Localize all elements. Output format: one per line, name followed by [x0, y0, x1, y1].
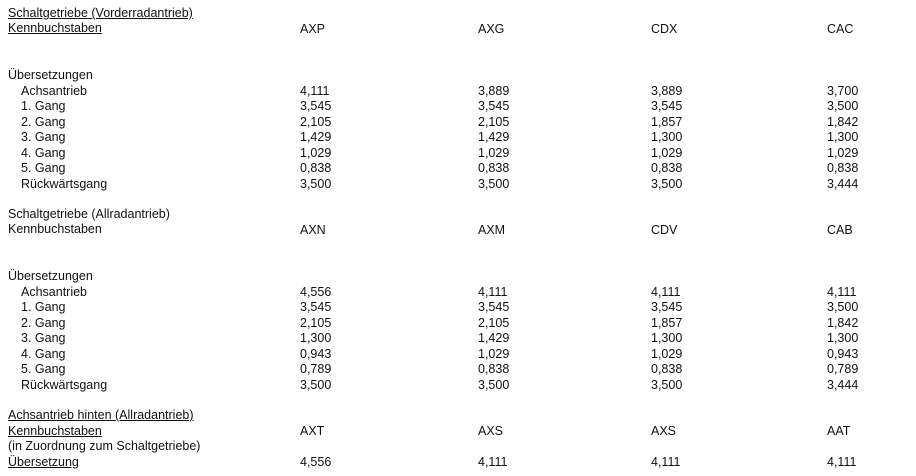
section1-value: 3,444	[827, 177, 859, 191]
section2-row-label: Achsantrieb	[21, 285, 88, 299]
section2-value: 0,943	[300, 347, 332, 361]
section3-value: 4,111	[478, 455, 508, 469]
section1-value: 2,105	[300, 115, 332, 129]
section1-row-label: 5. Gang	[21, 161, 66, 175]
section2-value: 3,545	[651, 300, 683, 314]
section2-value: 3,500	[827, 300, 859, 314]
section1-value: 1,842	[827, 115, 859, 129]
section3-value: 4,556	[300, 455, 332, 469]
section3-code-note: (in Zuordnung zum Schaltgetriebe)	[8, 439, 201, 453]
section1-row-label: 1. Gang	[21, 99, 66, 113]
section1-code-2: AXG	[478, 22, 505, 36]
section1-value: 1,029	[651, 146, 683, 160]
section1-code-3: CDX	[651, 22, 678, 36]
section1-code-1: AXP	[300, 22, 326, 36]
section1-ratios-heading: Übersetzungen	[8, 68, 93, 82]
section1-value: 3,545	[478, 99, 510, 113]
section2-value: 2,105	[300, 316, 332, 330]
section2-value: 3,500	[300, 378, 332, 392]
section1-row-label: 3. Gang	[21, 130, 66, 144]
section3-ratio-label: Übersetzung	[8, 455, 79, 469]
section2-value: 3,500	[651, 378, 683, 392]
section2-value: 4,111	[478, 285, 508, 299]
section1-value: 2,105	[478, 115, 510, 129]
section1-value: 0,838	[651, 161, 683, 175]
section3-code-4: AAT	[827, 424, 851, 438]
section2-value: 0,789	[827, 362, 859, 376]
section1-row-label: Rückwärtsgang	[21, 177, 108, 191]
section2-value: 1,029	[478, 347, 510, 361]
section3-title: Achsantrieb hinten (Allradantrieb)	[8, 408, 194, 422]
section2-title: Schaltgetriebe (Allradantrieb)	[8, 207, 170, 221]
section2-row-label: 3. Gang	[21, 331, 66, 345]
section3-value: 4,111	[827, 455, 857, 469]
section1-value: 3,889	[478, 84, 510, 98]
section2-row-label: 4. Gang	[21, 347, 66, 361]
section2-value: 1,300	[827, 331, 859, 345]
section2-row-label: 5. Gang	[21, 362, 66, 376]
section1-value: 3,500	[478, 177, 510, 191]
section2-value: 4,556	[300, 285, 332, 299]
section1-value: 1,029	[827, 146, 859, 160]
section2-value: 4,111	[827, 285, 857, 299]
section1-value: 1,857	[651, 115, 683, 129]
section1-value: 3,500	[651, 177, 683, 191]
section1-value: 0,838	[478, 161, 510, 175]
section1-value: 1,300	[827, 130, 859, 144]
section2-value: 3,444	[827, 378, 859, 392]
section2-value: 3,545	[478, 300, 510, 314]
section1-code-4: CAC	[827, 22, 854, 36]
section2-value: 1,429	[478, 331, 510, 345]
section2-value: 1,300	[300, 331, 332, 345]
section1-row-label: 4. Gang	[21, 146, 66, 160]
section2-value: 3,500	[478, 378, 510, 392]
section1-value: 4,111	[300, 84, 330, 98]
section2-value: 1,842	[827, 316, 859, 330]
section2-code-2: AXM	[478, 223, 506, 237]
section2-value: 0,789	[300, 362, 332, 376]
section2-value: 4,111	[651, 285, 681, 299]
section3-code-1: AXT	[300, 424, 325, 438]
section2-code-3: CDV	[651, 223, 678, 237]
section2-value: 0,838	[478, 362, 510, 376]
section2-code-4: CAB	[827, 223, 853, 237]
section1-row-label: Achsantrieb	[21, 84, 88, 98]
section1-value: 3,545	[651, 99, 683, 113]
section2-value: 0,943	[827, 347, 859, 361]
section3-code-3: AXS	[651, 424, 677, 438]
section1-value: 0,838	[300, 161, 332, 175]
section1-value: 3,545	[300, 99, 332, 113]
section1-code-label: Kennbuchstaben	[8, 21, 102, 35]
section1-value: 3,700	[827, 84, 859, 98]
section1-value: 1,429	[300, 130, 332, 144]
section1-value: 1,429	[478, 130, 510, 144]
section3-code-2: AXS	[478, 424, 504, 438]
section2-value: 0,838	[651, 362, 683, 376]
section2-ratios-heading: Übersetzungen	[8, 269, 93, 283]
section1-value: 1,029	[300, 146, 332, 160]
section2-value: 1,029	[651, 347, 683, 361]
section2-value: 1,300	[651, 331, 683, 345]
section1-value: 0,838	[827, 161, 859, 175]
section2-row-label: 1. Gang	[21, 300, 66, 314]
section1-value: 3,889	[651, 84, 683, 98]
section2-value: 1,857	[651, 316, 683, 330]
section2-value: 3,545	[300, 300, 332, 314]
section2-value: 2,105	[478, 316, 510, 330]
section1-title: Schaltgetriebe (Vorderradantrieb)	[8, 6, 193, 20]
section2-row-label: 2. Gang	[21, 316, 66, 330]
section1-value: 1,029	[478, 146, 510, 160]
section2-code-label: Kennbuchstaben	[8, 222, 102, 236]
section2-row-label: Rückwärtsgang	[21, 378, 108, 392]
section1-row-label: 2. Gang	[21, 115, 66, 129]
section1-value: 3,500	[300, 177, 332, 191]
section2-code-1: AXN	[300, 223, 326, 237]
section1-value: 3,500	[827, 99, 859, 113]
section1-value: 1,300	[651, 130, 683, 144]
section3-code-label: Kennbuchstaben	[8, 424, 102, 438]
section3-value: 4,111	[651, 455, 681, 469]
